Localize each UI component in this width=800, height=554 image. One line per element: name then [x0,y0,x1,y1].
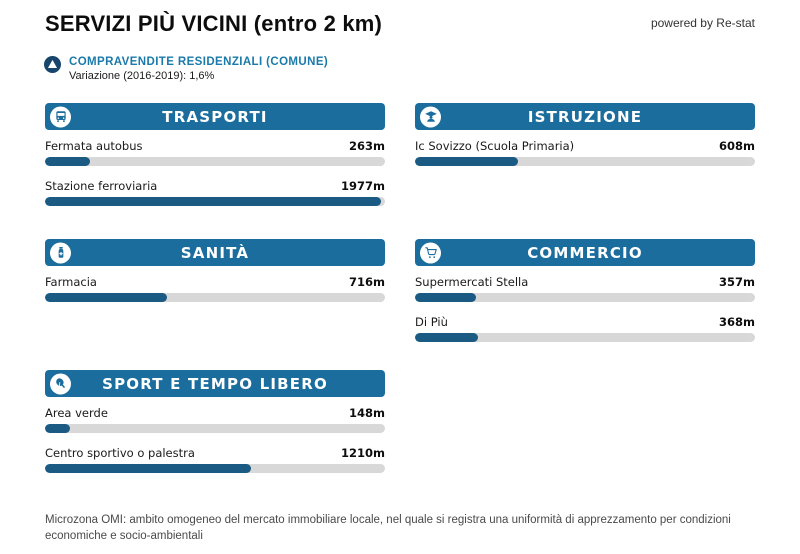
subheader-variation: Variazione (2016-2019): 1,6% [69,70,215,82]
service-distance: 357m [719,275,755,289]
delta-triangle-icon [44,56,61,73]
microzona-note: Microzona OMI: ambito omogeneo del mercato immobiliare locale, nel quale si registra una uniformità di apprezzamento per condizioni economiche e socio-ambientali [45,514,731,543]
section-header-sanita [45,239,385,266]
service-item [45,446,385,473]
distance-bar-track [415,293,755,302]
service-distance: 608m [719,139,755,153]
service-label: Stazione ferroviaria [45,179,158,193]
distance-bar-fill [415,157,518,166]
service-distance: 148m [349,406,385,420]
service-item [415,315,755,342]
section-title: SPORT E TEMPO LIBERO [102,374,328,393]
distance-bar-track [45,157,385,166]
section-title: SANITÀ [180,243,250,262]
section-header-istruzione [415,103,755,130]
section-sport-tempo-libero [45,370,385,473]
service-item [45,179,385,206]
distance-bar-fill [45,424,70,433]
service-item [45,406,385,433]
service-distance: 716m [349,275,385,289]
service-distance: 368m [719,315,755,329]
powered-by-label: powered by Re-stat [650,16,755,30]
distance-bar-track [45,464,385,473]
section-sanita [45,239,385,302]
distance-bar-fill [45,464,251,473]
service-item [45,275,385,302]
service-label: Farmacia [45,275,97,289]
distance-bar-fill [45,197,381,206]
section-commercio [415,239,755,342]
distance-bar-fill [45,157,90,166]
distance-bar-fill [415,333,478,342]
section-title: COMMERCIO [527,243,643,262]
service-label: Di Più [415,315,448,329]
service-label: Centro sportivo o palestra [45,446,195,460]
page-title: SERVIZI PIÙ VICINI (entro 2 km) [45,11,383,36]
service-label: Fermata autobus [45,139,143,153]
distance-bar-track [415,333,755,342]
service-label: Ic Sovizzo (Scuola Primaria) [415,139,575,153]
section-header-trasporti [45,103,385,130]
subheader-title: COMPRAVENDITE RESIDENZIALI (COMUNE) [69,56,329,68]
service-distance: 1210m [341,446,385,460]
service-item [415,275,755,302]
section-header-commercio [415,239,755,266]
service-distance: 263m [349,139,385,153]
shopping-cart-icon [420,242,441,263]
section-title: TRASPORTI [162,107,268,126]
subheader [44,56,328,82]
service-label: Supermercati Stella [415,275,529,289]
racket-icon [50,373,71,394]
section-istruzione [415,103,755,166]
distance-bar-fill [415,293,476,302]
bus-icon [50,106,71,127]
distance-bar-track [45,197,385,206]
pharmacy-icon [50,242,71,263]
section-title: ISTRUZIONE [527,107,643,126]
distance-bar-fill [45,293,167,302]
section-trasporti [45,103,385,206]
service-item [415,139,755,166]
distance-bar-track [45,424,385,433]
service-label: Area verde [45,406,108,420]
service-distance: 1977m [341,179,385,193]
service-item [45,139,385,166]
section-header-sport [45,370,385,397]
distance-bar-track [415,157,755,166]
student-icon [420,106,441,127]
distance-bar-track [45,293,385,302]
